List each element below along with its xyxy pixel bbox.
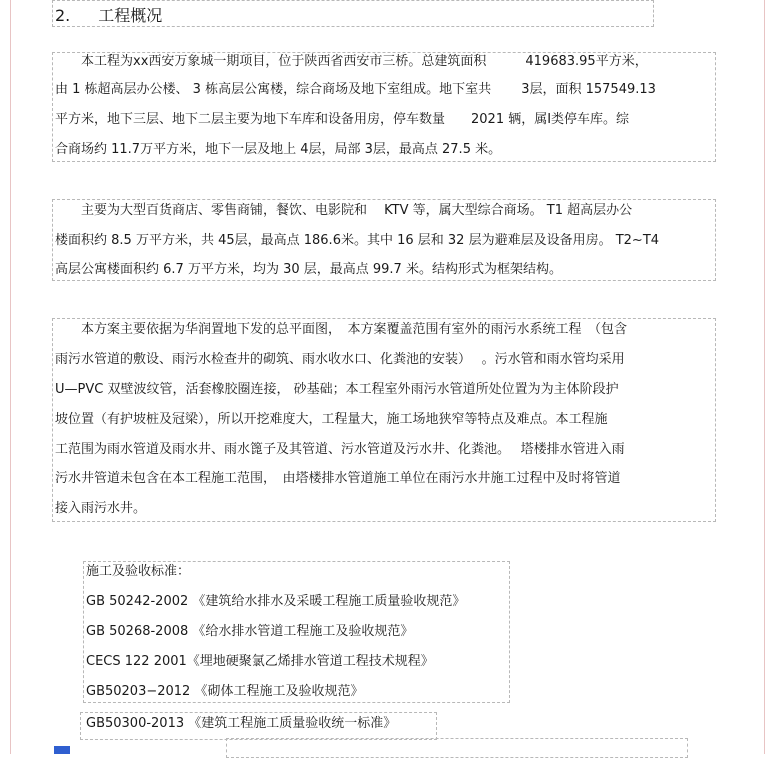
standard-item: GB 50268-2008 《给水排水管道工程施工及验收规范》 <box>86 624 414 639</box>
paragraph-3-line: 接入雨污水井。 <box>55 501 147 516</box>
page-margin-line-right <box>764 0 765 754</box>
paragraph-1-line: 平方米，地下三层、地下二层主要为地下车库和设备用房，停车数量 2021 辆，属Ⅰ类停车库。综 <box>55 112 630 127</box>
paragraph-3-line: 雨污水管道的敷设、雨污水检查井的砌筑、雨水收水口、化粪池的安装） 。污水管和雨水管均采用 <box>55 352 625 367</box>
section-heading <box>55 5 162 27</box>
paragraph-3-line: 本方案主要依据为华润置地下发的总平面图， 本方案覆盖范围有室外的雨污水系统工程 （包含 <box>55 322 628 337</box>
paragraph-2-line: 主要为大型百货商店、零售商铺，餐饮、电影院和 KTV 等，属大型综合商场。 T1 超高层办公 <box>55 203 633 218</box>
paragraph-1-line: 合商场约 11.7万平方米，地下一层及地上 4层，局部 3层，最高点 27.5 米。 <box>55 142 502 157</box>
paragraph-2-line: 高层公寓楼面积约 6.7 万平方米，均为 30 层，最高点 99.7 米。结构形式为框架结构。 <box>55 262 562 277</box>
standard-item: GB50203−2012 《砌体工程施工及验收规范》 <box>86 684 364 699</box>
paragraph-3-line: 工范围为雨水管道及雨水井、雨水篦子及其管道、污水管道及污水井、化粪池。 塔楼排水管进入雨 <box>55 442 625 457</box>
text-cursor-marker <box>54 746 70 754</box>
standard-item: CECS 122 2001《埋地硬聚氯乙烯排水管道工程技术规程》 <box>86 654 434 669</box>
paragraph-3-line: U—PVC 双壁波纹管，活套橡胶圈连接， 砂基础；本工程室外雨污水管道所处位置为为主体阶段护 <box>55 382 619 397</box>
next-block-frame <box>226 738 688 758</box>
page-margin-line <box>10 0 11 754</box>
paragraph-3-line: 污水井管道未包含在本工程施工范围， 由塔楼排水管道施工单位在雨污水井施工过程中及时将管道 <box>55 471 621 486</box>
paragraph-1-line: 由 1 栋超高层办公楼、 3 栋高层公寓楼，综合商场及地下室组成。地下室共 3层，面积 157549.13 <box>55 82 656 97</box>
paragraph-2-line: 楼面积约 8.5 万平方米，共 45层，最高点 186.6米。其中 16 层和 32 层为避难层及设备用房。 T2~T4 <box>55 233 660 248</box>
section-title: 工程概况 <box>98 6 163 25</box>
paragraph-1-line: 本工程为xx西安万象城一期项目，位于陕西省西安市三桥。总建筑面积 419683.95平方米， <box>55 54 648 69</box>
standard-item: GB50300-2013 《建筑工程施工质量验收统一标准》 <box>86 716 397 731</box>
paragraph-3-line: 坡位置（有护坡桩及冠梁），所以开挖难度大，工程量大，施工场地狭窄等特点及难点。本工程施 <box>55 412 608 427</box>
section-number: 2. <box>55 6 71 25</box>
standards-heading: 施工及验收标准： <box>86 564 191 579</box>
standard-item: GB 50242-2002 《建筑给水排水及采暖工程施工质量验收规范》 <box>86 594 466 609</box>
